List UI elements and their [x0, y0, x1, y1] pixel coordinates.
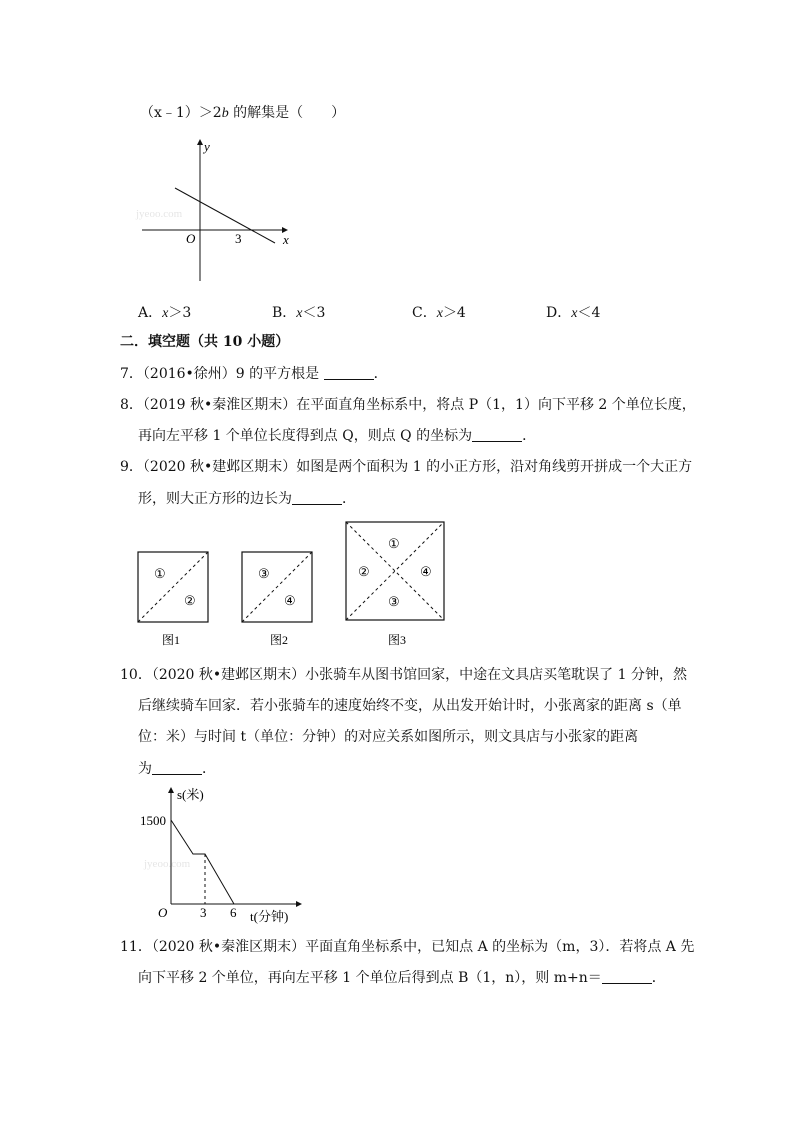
q11-line1: 11．（2020 秋•秦淮区期末）平面直角坐标系中，已知点 A 的坐标为（m，3）．若将点 A 先: [120, 939, 695, 955]
fig1-diagonal: [138, 552, 208, 622]
q9-figure-1: [136, 550, 210, 650]
fig3-mark-left: ②: [358, 564, 370, 579]
fig1-mark-2: ②: [184, 593, 196, 608]
q6-option-b[interactable]: B．x＜3: [272, 305, 326, 321]
fig2-caption: 图2: [270, 633, 289, 647]
q10-line3: 位：米）与时间 t（单位：分钟）的对应关系如图所示，则文具店与小张家的距离: [138, 729, 639, 745]
fig2-diagonal: [242, 552, 312, 622]
q10-y-tick-1500: 1500: [140, 813, 166, 828]
q9-figure-3: [344, 520, 446, 650]
q6-watermark: jyeoo.com: [136, 208, 183, 220]
q6-stem: （x﹣1）＞2b 的解集是（ ）: [140, 105, 346, 121]
q10-watermark: jyeoo.com: [144, 858, 191, 870]
fig2-mark-3: ③: [258, 566, 270, 581]
q11-line2: 向下平移 2 个单位，再向左平移 1 个单位后得到点 B（1，n），则 m+n＝ ．: [138, 970, 666, 986]
q7-answer-blank[interactable]: [324, 365, 374, 380]
q10-graph: [138, 783, 308, 928]
q11-answer-blank[interactable]: [602, 969, 652, 984]
fig1-mark-1: ①: [154, 566, 166, 581]
q7: 7．（2016•徐州）9 的平方根是 ．: [120, 366, 388, 382]
q6-graph: [130, 135, 310, 285]
q9-answer-blank[interactable]: [292, 490, 342, 505]
q9-line1: 9．（2020 秋•建邺区期末）如图是两个面积为 1 的小正方形，沿对角线剪开拼成一个大正方: [120, 459, 693, 475]
fig3-mark-right: ④: [420, 564, 432, 579]
q10-y-arrow: [168, 787, 174, 793]
q10-x-tick-6: 6: [230, 905, 237, 920]
q6-x-tick-label: 3: [235, 231, 242, 246]
q10-line1: 10．（2020 秋•建邺区期末）小张骑车从图书馆回家，中途在文具店买笔耽误了 1 分钟，然: [120, 667, 687, 683]
q10-line2: 后继续骑车回家．若小张骑车的速度始终不变，从出发开始计时，小张离家的距离 s（单: [138, 698, 682, 714]
q6-option-c[interactable]: C．x＞4: [412, 305, 466, 321]
q8-line1: 8．（2019 秋•秦淮区期末）在平面直角坐标系中，将点 P（1，1）向下平移 2 个单位长度，: [120, 397, 696, 413]
q10-x-label: t(分钟): [250, 909, 289, 924]
q10-y-label: s(米): [177, 787, 204, 802]
section-heading: 二．填空题（共 10 小题）: [120, 334, 290, 350]
q8-answer-blank[interactable]: [472, 427, 522, 442]
q6-option-a[interactable]: A．x＞3: [138, 305, 192, 321]
q9-figure-2: [240, 550, 314, 650]
q6-origin-label: O: [186, 231, 196, 246]
q10-x-tick-3: 3: [200, 905, 207, 920]
q6-y-label: y: [204, 139, 210, 154]
q9-line2: 形，则大正方形的边长为 ．: [138, 491, 356, 507]
fig3-mark-top: ①: [388, 536, 400, 551]
fig1-caption: 图1: [162, 633, 181, 647]
fig3-caption: 图3: [388, 633, 407, 647]
q8-line2: 再向左平移 1 个单位长度得到点 Q，则点 Q 的坐标为 ．: [138, 428, 537, 444]
q10-origin-label: O: [158, 905, 168, 920]
q10-x-arrow: [296, 901, 302, 907]
q6-option-d[interactable]: D．x＜4: [546, 305, 601, 321]
fig3-mark-bottom: ③: [388, 594, 400, 609]
fig2-mark-4: ④: [284, 593, 296, 608]
q10-line4: 为 ．: [138, 761, 216, 777]
q10-answer-blank[interactable]: [152, 760, 202, 775]
q6-y-arrow: [197, 139, 203, 145]
q6-x-label: x: [283, 232, 289, 247]
